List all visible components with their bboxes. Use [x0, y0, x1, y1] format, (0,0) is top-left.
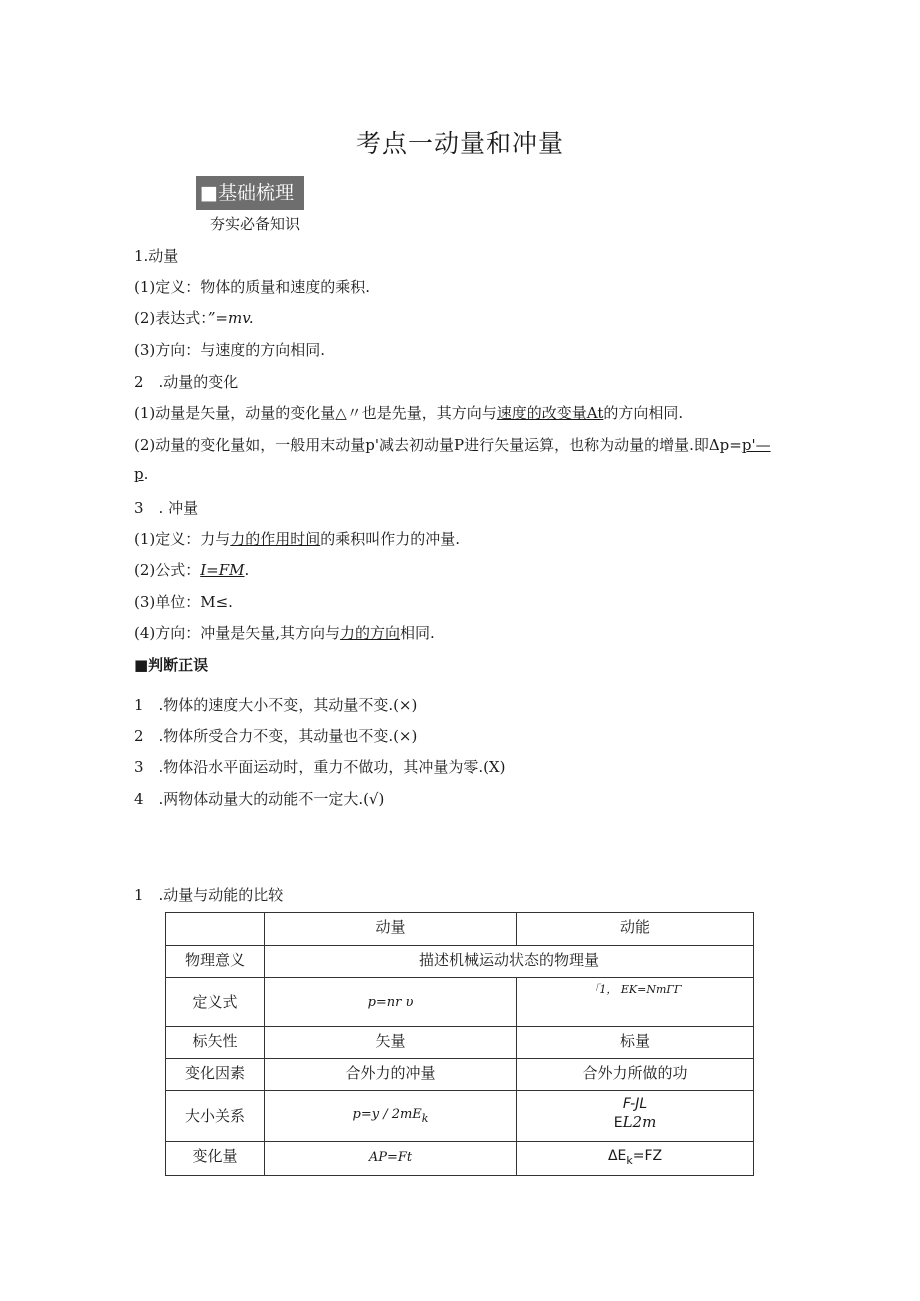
table-cell: 描述机械运动状态的物理量 [264, 946, 753, 978]
momentum-expression [134, 307, 254, 328]
underlined-term: p'— [741, 436, 771, 454]
text-segment: (2)公式： [134, 561, 201, 579]
momentum-change-formula: AP=Ft [368, 1150, 413, 1165]
judge-item: 3 .物体沿水平面运动时，重力不做功，其冲量为零.(X) [134, 758, 506, 776]
judge-heading: ■判断正误 [134, 656, 209, 674]
table-row [166, 978, 754, 1027]
row-label: 定义式 [166, 978, 265, 1027]
formula-part: E [613, 1115, 623, 1131]
momentum-definition-formula: p=nr υ [367, 995, 414, 1010]
text-segment: 的乘积叫作力的冲量. [320, 530, 461, 548]
judge-item: 4 .两物体动量大的动能不一定大.(√) [134, 790, 385, 808]
impulse-formula [134, 559, 249, 580]
momentum-heading: 1.动量 [134, 247, 179, 265]
formula-part: =FZ [632, 1148, 663, 1164]
underlined-term: 速度的改变量At [496, 404, 604, 422]
text-segment: (4)方向：冲量是矢量,其方向与 [134, 624, 341, 642]
row-label: 标矢性 [166, 1027, 265, 1059]
text-segment: 相同. [400, 624, 435, 642]
momentum-expression-label: (2)表达式： [134, 309, 208, 327]
comparison-heading: 1 .动量与动能的比较 [134, 886, 284, 904]
momentum-magnitude-formula: p=y / 2mE [352, 1107, 422, 1122]
table-header-cell: 动量 [264, 913, 516, 946]
text-segment: . [244, 561, 250, 579]
table-cell: 矢量 [264, 1027, 516, 1059]
section-subtitle: 夯实必备知识 [210, 215, 301, 233]
impulse-unit: (3)单位：M≤. [134, 593, 233, 611]
table-cell [264, 978, 516, 1027]
text-segment: (2)动量的变化量如，一般用末动量p'减去初动量P进行矢量运算，也称为动量的增量.即Δp= [134, 436, 742, 454]
table-cell [517, 1091, 754, 1142]
impulse-heading: 3 . 冲量 [134, 499, 199, 517]
table-cell [264, 1142, 516, 1176]
underlined-term: 力的作用时间 [230, 530, 321, 548]
judge-item: 2 .物体所受合力不变，其动量也不变.(×) [134, 727, 418, 745]
table-row [166, 1059, 754, 1091]
table-cell: 合外力所做的功 [517, 1059, 754, 1091]
underlined-term: 力的方向 [340, 624, 401, 642]
row-label: 物理意义 [166, 946, 265, 978]
text-segment: (1)定义：力与 [134, 530, 231, 548]
momentum-change-heading: 2 .动量的变化 [134, 373, 239, 391]
underlined-term: p [134, 465, 144, 483]
kinetic-magnitude-formula-1: F-JL [622, 1096, 648, 1112]
table-cell [517, 1142, 754, 1176]
impulse-definition [134, 528, 460, 549]
formula-part: ΔE [607, 1148, 627, 1164]
momentum-change-line-2 [134, 434, 771, 455]
kinetic-energy-definition-formula: 「1， EK=NmΓΓ [588, 983, 682, 996]
table-header-cell [166, 913, 265, 946]
formula-subscript: k [421, 1112, 429, 1125]
section-badge: ■基础梳理 [196, 176, 304, 210]
text-segment: 的方向相同. [603, 404, 684, 422]
page-title: 考点一动量和冲量 [355, 129, 564, 158]
momentum-expression-formula: ”=mv. [207, 309, 254, 327]
momentum-change-line-3 [134, 465, 148, 483]
formula-part: L2m [622, 1113, 657, 1131]
row-label: 变化因素 [166, 1059, 265, 1091]
momentum-change-line-1 [134, 402, 683, 423]
momentum-direction: (3)方向：与速度的方向相同. [134, 341, 326, 359]
table-cell [264, 1091, 516, 1142]
momentum-definition: (1)定义：物体的质量和速度的乘积. [134, 278, 371, 296]
row-label: 大小关系 [166, 1091, 265, 1142]
judge-item: 1 .物体的速度大小不变，其动量不变.(×) [134, 696, 418, 714]
text-segment: (1)动量是矢量，动量的变化量△〃也是先量，其方向与 [134, 404, 497, 422]
kinetic-magnitude-formula-2 [521, 1113, 749, 1132]
formula-subscript: k [626, 1153, 633, 1167]
text-segment: . [143, 465, 149, 483]
impulse-formula-math: I=FM [200, 561, 245, 579]
comparison-table [165, 912, 754, 1176]
table-cell: 标量 [517, 1027, 754, 1059]
impulse-direction [134, 622, 435, 643]
table-row [166, 1027, 754, 1059]
row-label: 变化量 [166, 1142, 265, 1176]
table-row [166, 1091, 754, 1142]
table-row [166, 946, 754, 978]
table-header-cell: 动能 [517, 913, 754, 946]
table-cell [517, 978, 754, 1027]
table-row [166, 1142, 754, 1176]
table-cell: 合外力的冲量 [264, 1059, 516, 1091]
table-row [166, 913, 754, 946]
